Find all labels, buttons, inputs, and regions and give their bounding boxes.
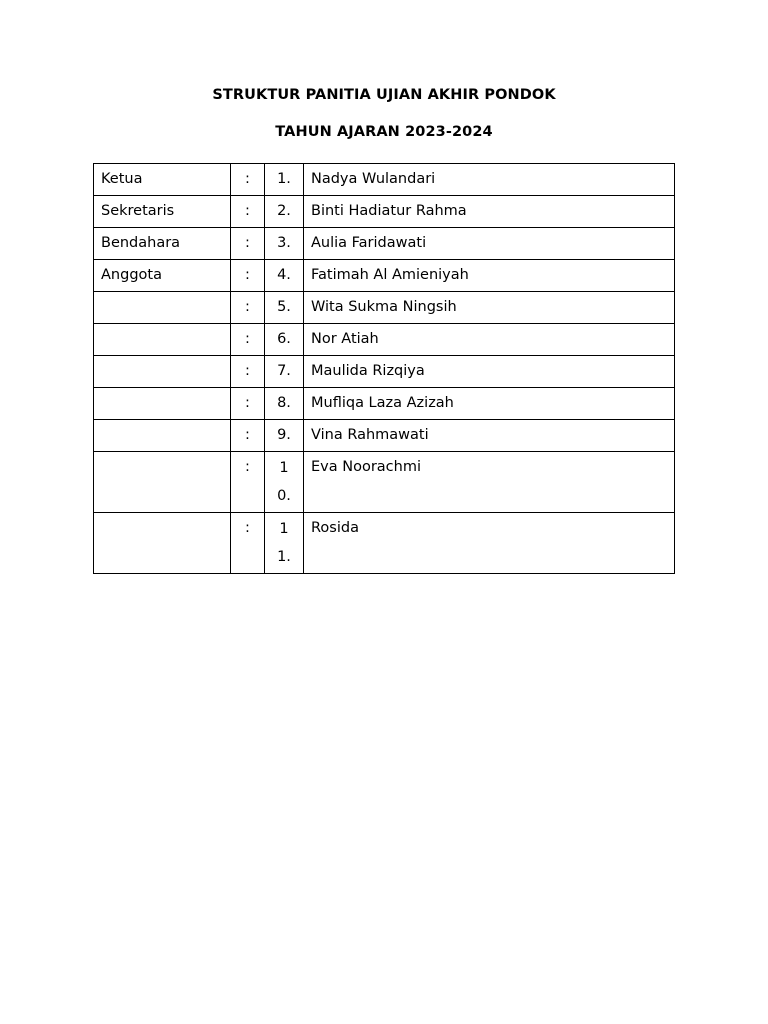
role-cell [94, 292, 231, 324]
role-cell: Anggota [94, 260, 231, 292]
table-row [94, 196, 675, 228]
table-row [94, 388, 675, 420]
separator-cell: : [231, 260, 265, 292]
role-cell [94, 420, 231, 452]
document-title: STRUKTUR PANITIA UJIAN AKHIR PONDOK [212, 87, 556, 103]
role-cell [94, 452, 231, 513]
role-cell [94, 388, 231, 420]
separator-cell: : [231, 228, 265, 260]
separator-cell: : [231, 513, 265, 574]
table-row [94, 324, 675, 356]
number-cell [265, 513, 304, 574]
role-cell [94, 356, 231, 388]
separator-cell: : [231, 452, 265, 513]
number-label: 5. [277, 299, 291, 315]
name-cell: Rosida [304, 513, 675, 574]
table-row [94, 420, 675, 452]
name-cell: Binti Hadiatur Rahma [304, 196, 675, 228]
separator-cell: : [231, 292, 265, 324]
table-row [94, 164, 675, 196]
role-cell: Bendahara [94, 228, 231, 260]
number-cell [265, 420, 304, 452]
separator-cell: : [231, 196, 265, 228]
separator-cell: : [231, 164, 265, 196]
name-cell: Aulia Faridawati [304, 228, 675, 260]
number-cell [265, 324, 304, 356]
number-label: 2. [277, 203, 291, 219]
separator-cell: : [231, 420, 265, 452]
name-cell: Maulida Rizqiya [304, 356, 675, 388]
number-label: 9. [277, 427, 291, 443]
number-label: 7. [277, 363, 291, 379]
name-cell: Nor Atiah [304, 324, 675, 356]
role-cell: Ketua [94, 164, 231, 196]
committee-table [93, 163, 675, 574]
number-label: 3. [277, 235, 291, 251]
table-row [94, 513, 675, 574]
role-cell [94, 324, 231, 356]
name-cell: Vina Rahmawati [304, 420, 675, 452]
separator-cell: : [231, 324, 265, 356]
name-cell: Fatimah Al Amieniyah [304, 260, 675, 292]
number-label: 1. [277, 171, 291, 187]
role-cell [94, 513, 231, 574]
number-label: 4. [277, 267, 291, 283]
number-cell [265, 388, 304, 420]
table-row [94, 228, 675, 260]
table-row [94, 292, 675, 324]
separator-cell: : [231, 356, 265, 388]
number-label: 11. [277, 521, 291, 565]
number-label: 8. [277, 395, 291, 411]
number-label: 10. [277, 460, 291, 504]
role-cell: Sekretaris [94, 196, 231, 228]
number-cell [265, 260, 304, 292]
separator-cell: : [231, 388, 265, 420]
number-cell [265, 228, 304, 260]
number-cell [265, 164, 304, 196]
name-cell: Mufliqa Laza Azizah [304, 388, 675, 420]
name-cell: Wita Sukma Ningsih [304, 292, 675, 324]
name-cell: Nadya Wulandari [304, 164, 675, 196]
number-label: 6. [277, 331, 291, 347]
name-cell: Eva Noorachmi [304, 452, 675, 513]
number-cell [265, 196, 304, 228]
number-cell [265, 356, 304, 388]
number-cell [265, 292, 304, 324]
table-row [94, 356, 675, 388]
number-cell [265, 452, 304, 513]
document-subtitle: TAHUN AJARAN 2023-2024 [275, 124, 493, 140]
table-row [94, 452, 675, 513]
table-row [94, 260, 675, 292]
